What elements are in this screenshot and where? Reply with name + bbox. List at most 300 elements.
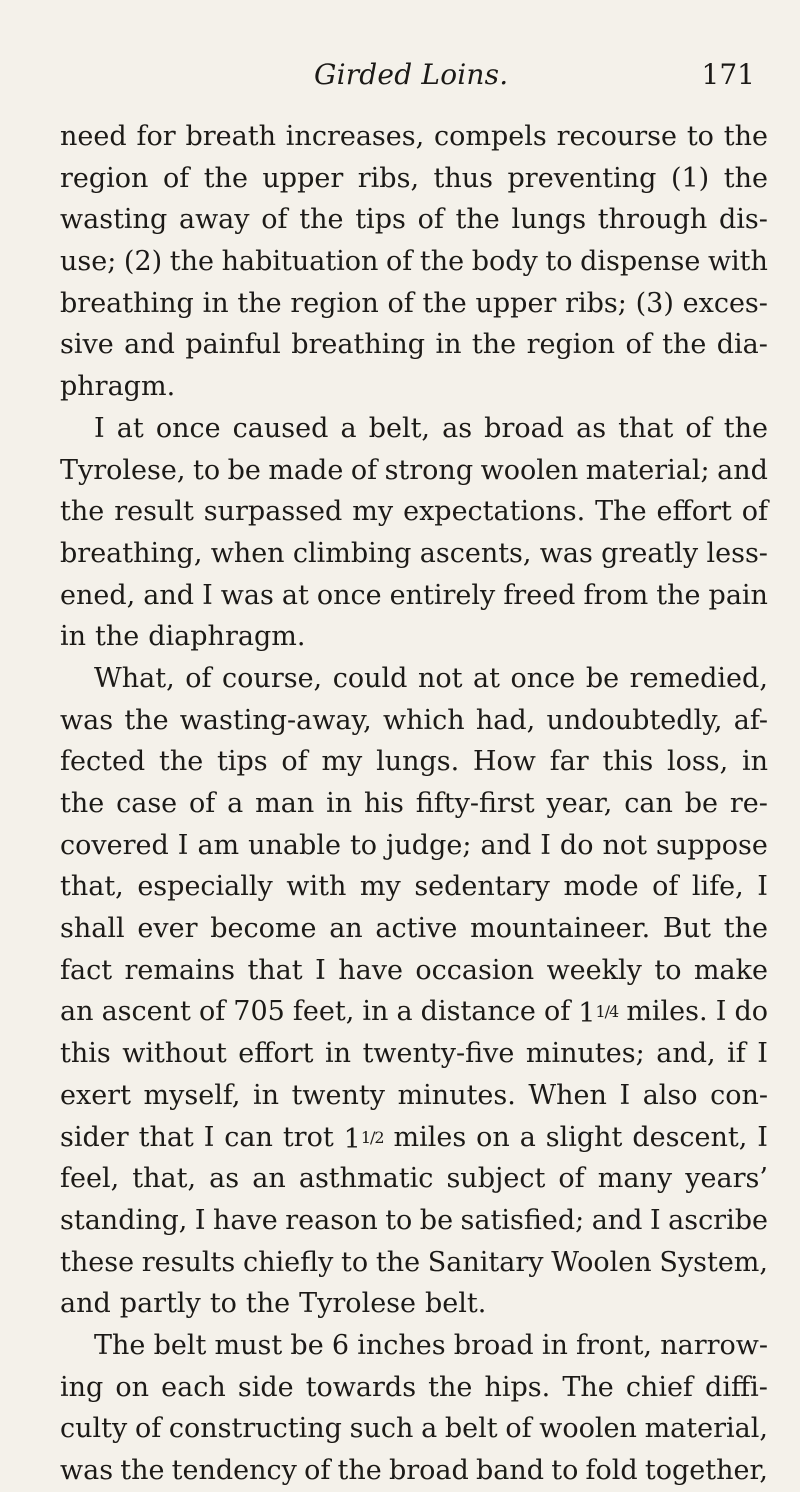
word: year,	[546, 788, 613, 819]
word: on	[115, 1371, 150, 1403]
word: away	[178, 204, 250, 236]
word: each	[161, 1371, 226, 1403]
word: I	[315, 954, 326, 986]
word: culty	[60, 1413, 128, 1445]
word: of	[261, 204, 288, 236]
word: exces-	[682, 287, 768, 319]
word: can	[624, 788, 673, 819]
word: caused	[232, 412, 329, 444]
word: myself,	[143, 1079, 241, 1111]
chapter-title: Girded Loins.	[314, 58, 509, 91]
word: was	[220, 579, 274, 611]
word: the	[723, 412, 768, 444]
word: suppose	[655, 829, 768, 861]
word: fifty-first	[415, 788, 535, 819]
word: of	[652, 871, 679, 903]
word: I	[540, 829, 551, 861]
text-line	[60, 241, 768, 283]
word: judge;	[386, 829, 472, 861]
word: feel,	[60, 1163, 120, 1195]
word: the	[419, 246, 465, 278]
text-line	[60, 616, 768, 658]
word: that,	[132, 1163, 197, 1195]
word: as	[209, 1163, 240, 1195]
word: make	[693, 954, 768, 986]
word: Tyrolese	[299, 1288, 417, 1320]
word: of	[350, 454, 378, 486]
word: weekly	[546, 954, 642, 986]
word: must	[214, 1329, 283, 1361]
word: together,	[644, 1455, 768, 1486]
text-line	[60, 1117, 768, 1159]
word: miles.	[626, 996, 708, 1028]
word: in	[326, 788, 353, 819]
word: such	[349, 1413, 414, 1445]
text-line	[60, 408, 768, 450]
word: I	[203, 1121, 215, 1153]
word: slight	[545, 1121, 623, 1153]
word: miles	[393, 1121, 467, 1153]
fraction: 1/2	[360, 1127, 384, 1147]
word: and	[60, 1288, 111, 1320]
word: broad	[484, 412, 564, 444]
word: the	[422, 287, 467, 319]
word: case	[116, 788, 178, 819]
word: be	[419, 1204, 454, 1236]
word: the	[662, 329, 707, 361]
word: region	[290, 287, 379, 319]
text-line	[60, 491, 768, 533]
word: not	[602, 829, 647, 861]
word: tendency	[171, 1455, 297, 1486]
word: ened,	[60, 579, 136, 611]
text-line	[60, 533, 768, 575]
word: an	[60, 996, 94, 1028]
word: my	[321, 746, 363, 778]
word: my	[352, 496, 394, 528]
text-line	[60, 1367, 768, 1409]
text-line	[60, 950, 768, 992]
word: this	[60, 1038, 111, 1070]
text-line	[60, 1325, 768, 1367]
word: the	[299, 204, 344, 236]
word: need	[60, 121, 127, 152]
word: reason	[285, 1204, 378, 1236]
word: broad	[453, 1329, 534, 1361]
word: from	[583, 579, 649, 611]
word: to	[192, 454, 221, 486]
word: had,	[475, 704, 536, 736]
word: and	[591, 1204, 643, 1236]
word: the	[723, 121, 768, 152]
word: partly	[119, 1288, 201, 1320]
word: of	[417, 204, 444, 236]
word: re-	[729, 788, 768, 819]
word: dis-	[719, 204, 768, 236]
text-line	[60, 825, 768, 867]
word: hips.	[484, 1371, 551, 1403]
word: greatly	[601, 537, 699, 569]
word: the	[337, 1455, 382, 1486]
word: woolen	[539, 1413, 637, 1445]
word: of	[387, 287, 414, 319]
word: the	[203, 162, 248, 194]
word: ascent	[101, 996, 191, 1028]
word: of	[741, 496, 768, 528]
word: 705	[233, 996, 285, 1028]
word: that,	[60, 871, 124, 903]
word: woolen	[480, 454, 579, 486]
word: phragm.	[60, 371, 176, 403]
word: this	[602, 746, 654, 778]
word: I	[757, 1038, 768, 1070]
word: and	[124, 329, 175, 361]
word: wasting	[60, 204, 168, 236]
word: to	[551, 1455, 579, 1486]
word: of	[281, 746, 308, 778]
word: a	[396, 996, 413, 1028]
word: that	[138, 1121, 194, 1153]
word: a	[227, 788, 244, 819]
text-line	[60, 741, 768, 783]
word: be	[585, 662, 620, 694]
word: of	[625, 329, 652, 361]
word: loss,	[667, 746, 729, 778]
word: breathing,	[60, 537, 203, 569]
word: can	[224, 1121, 273, 1153]
word: tips	[217, 746, 268, 778]
text-line	[60, 700, 768, 742]
word: to	[545, 246, 573, 278]
word: the	[169, 246, 214, 278]
word: be	[227, 454, 261, 486]
text-line	[60, 1450, 768, 1492]
word: also	[642, 1079, 698, 1111]
word: not	[417, 662, 463, 694]
word: surpassed	[203, 496, 343, 528]
word: and,	[656, 1038, 716, 1070]
word: band	[475, 1455, 545, 1486]
word: years’	[685, 1163, 768, 1195]
word: towards	[305, 1371, 417, 1403]
word: upper	[262, 162, 344, 194]
word: the	[723, 913, 768, 945]
word: to	[341, 1246, 369, 1278]
word: many	[597, 1163, 673, 1195]
word: be	[290, 1329, 324, 1361]
word: have	[338, 954, 403, 986]
word: con-	[710, 1079, 768, 1111]
word: The	[94, 1329, 146, 1361]
word: ribs;	[565, 287, 627, 319]
word: the	[95, 621, 140, 653]
word: to	[209, 1288, 237, 1320]
word: dia-	[716, 329, 768, 361]
word: distance	[420, 996, 536, 1028]
word: belt,	[368, 412, 431, 444]
word: side	[237, 1371, 294, 1403]
word: was	[60, 1455, 114, 1486]
word: in	[253, 1079, 280, 1111]
word: was	[539, 537, 593, 569]
word: af-	[733, 704, 768, 736]
word: the	[120, 1455, 165, 1486]
word: the	[723, 162, 768, 194]
word: of	[134, 1413, 162, 1445]
text-line	[60, 1283, 768, 1325]
word: as	[442, 412, 473, 444]
word: constructing	[168, 1413, 342, 1445]
word: entirely	[389, 579, 496, 611]
text-line	[60, 575, 768, 617]
word: belt.	[425, 1288, 487, 1320]
word: fold	[585, 1455, 638, 1486]
text-line	[60, 783, 768, 825]
word: 6	[331, 1329, 350, 1361]
word: material;	[585, 454, 710, 486]
word: What,	[94, 662, 175, 694]
word: was	[60, 704, 114, 736]
word: in	[541, 1329, 568, 1361]
word: the	[656, 579, 701, 611]
word: that	[618, 412, 674, 444]
word: mode	[563, 871, 639, 903]
word: lungs.	[376, 746, 460, 778]
word: made	[268, 454, 344, 486]
word: minutes;	[525, 1038, 645, 1070]
word: twenty-five	[362, 1038, 515, 1070]
word: of	[185, 662, 212, 694]
body-text	[60, 116, 768, 1492]
word: expectations.	[403, 496, 586, 528]
word: shall	[60, 913, 125, 945]
word: habituation	[221, 246, 379, 278]
word: The	[595, 496, 647, 528]
word: standing,	[60, 1204, 188, 1236]
word: ing	[60, 1371, 104, 1403]
word: lungs	[511, 204, 587, 236]
word: of	[685, 412, 712, 444]
word: fected	[60, 746, 146, 778]
word: become	[210, 913, 317, 945]
word: pain	[708, 579, 768, 611]
word: ascribe	[668, 1204, 768, 1236]
word: inches	[357, 1329, 446, 1361]
word: unable	[248, 829, 341, 861]
word: breathing	[291, 329, 426, 361]
text-line	[60, 1075, 768, 1117]
word: When	[528, 1079, 607, 1111]
word: ever	[137, 913, 198, 945]
text-line	[60, 158, 768, 200]
word: the	[60, 788, 105, 819]
word: the	[428, 1371, 473, 1403]
word: How	[473, 746, 536, 778]
word: on	[476, 1121, 510, 1153]
word: breath	[185, 121, 276, 152]
word: feet,	[292, 996, 355, 1028]
word: sider	[60, 1121, 129, 1153]
word: tips	[355, 204, 406, 236]
word: active	[375, 913, 458, 945]
word: The	[562, 1371, 614, 1403]
word: a	[519, 1121, 536, 1153]
word: (1)	[670, 162, 710, 194]
word: material,	[644, 1413, 768, 1445]
word: strong	[384, 454, 474, 486]
word: for	[136, 121, 176, 152]
word: belt	[153, 1329, 207, 1361]
word: Woolen	[551, 1246, 652, 1278]
word: exert	[60, 1079, 131, 1111]
word: to	[349, 829, 378, 861]
word: occasion	[415, 954, 535, 986]
word: belt	[444, 1413, 498, 1445]
word: fact	[60, 954, 113, 986]
text-line	[60, 366, 768, 408]
word: at	[281, 579, 309, 611]
word: region	[60, 162, 149, 194]
word: mountaineer.	[470, 913, 651, 945]
word: compels	[434, 121, 547, 152]
word: effort	[238, 1038, 314, 1070]
word: life,	[691, 871, 744, 903]
word: of	[386, 246, 413, 278]
word: chiefly	[242, 1246, 334, 1278]
word: sive	[60, 329, 114, 361]
word: at	[116, 412, 144, 444]
word: chief	[625, 1371, 693, 1403]
word: course,	[222, 662, 323, 694]
text-line	[60, 1242, 768, 1284]
word: do	[734, 996, 768, 1028]
word: painful	[185, 329, 281, 361]
word: 11/2	[343, 1123, 384, 1155]
word: But	[662, 913, 712, 945]
word: to	[654, 954, 682, 986]
word: System,	[659, 1246, 768, 1278]
word: Tyrolese,	[60, 454, 186, 486]
word: front,	[576, 1329, 653, 1361]
word: of	[505, 1413, 532, 1445]
text-line	[60, 324, 768, 366]
word: a	[421, 1413, 438, 1445]
word: sedentary	[414, 871, 550, 903]
word: an	[252, 1163, 286, 1195]
word: (2)	[123, 246, 163, 278]
word: of	[189, 788, 216, 819]
word: climbing	[292, 537, 412, 569]
word: broad	[388, 1455, 469, 1486]
word: a	[340, 412, 357, 444]
word: am	[197, 829, 240, 861]
word: and	[717, 454, 768, 486]
word: (3)	[635, 287, 674, 319]
word: I	[757, 871, 768, 903]
word: undoubtedly,	[546, 704, 723, 736]
word: remains	[124, 954, 235, 986]
word: asthmatic	[298, 1163, 434, 1195]
word: recourse	[556, 121, 677, 152]
text-line	[60, 116, 768, 158]
word: which	[382, 704, 465, 736]
word: increases,	[285, 121, 425, 152]
word: man	[255, 788, 315, 819]
word: to	[686, 121, 714, 152]
word: region	[526, 329, 616, 361]
word: with	[707, 246, 768, 278]
word: freed	[503, 579, 576, 611]
word: ribs,	[357, 162, 420, 194]
word: I	[715, 996, 727, 1028]
word: do	[559, 829, 594, 861]
word: the	[237, 287, 282, 319]
text-line	[60, 1033, 768, 1075]
word: in	[362, 996, 389, 1028]
word: thus	[433, 162, 494, 194]
word: satisfied;	[460, 1204, 585, 1236]
word: preventing	[507, 162, 657, 194]
word: with	[286, 871, 347, 903]
text-line	[60, 991, 768, 1033]
word: remedied,	[629, 662, 768, 694]
word: far	[549, 746, 589, 778]
word: I	[177, 829, 189, 861]
word: have	[213, 1204, 278, 1236]
word: effort	[656, 496, 732, 528]
word: the	[60, 496, 105, 528]
word: the	[455, 204, 500, 236]
word: without	[122, 1038, 227, 1070]
word: through	[597, 204, 708, 236]
word: in	[325, 1038, 352, 1070]
word: the	[471, 329, 517, 361]
word: wasting-away,	[179, 704, 372, 736]
word: diaphragm.	[148, 621, 306, 653]
text-line	[60, 658, 768, 700]
word: twenty	[291, 1079, 386, 1111]
word: dispense	[580, 246, 701, 278]
word: of	[543, 996, 571, 1028]
word: of	[304, 1455, 331, 1486]
word: the	[159, 746, 204, 778]
text-line	[60, 1200, 768, 1242]
word: I	[94, 412, 105, 444]
word: at	[473, 662, 500, 694]
word: be	[684, 788, 718, 819]
word: in	[202, 287, 229, 319]
word: in	[741, 746, 768, 778]
word: breathing	[60, 287, 194, 319]
word: I	[757, 1121, 768, 1153]
word: result	[114, 496, 194, 528]
word: in	[435, 329, 462, 361]
text-line	[60, 1408, 768, 1450]
word: of	[558, 1163, 585, 1195]
word: covered	[60, 829, 169, 861]
word: and	[143, 579, 195, 611]
word: use;	[60, 246, 117, 278]
word: the	[124, 704, 169, 736]
word: minutes.	[397, 1079, 516, 1111]
text-line	[60, 908, 768, 950]
word: especially	[137, 871, 273, 903]
word: Sanitary	[427, 1246, 544, 1278]
word: descent,	[632, 1121, 748, 1153]
word: an	[329, 913, 363, 945]
word: if	[727, 1038, 746, 1070]
word: I	[194, 1204, 206, 1236]
